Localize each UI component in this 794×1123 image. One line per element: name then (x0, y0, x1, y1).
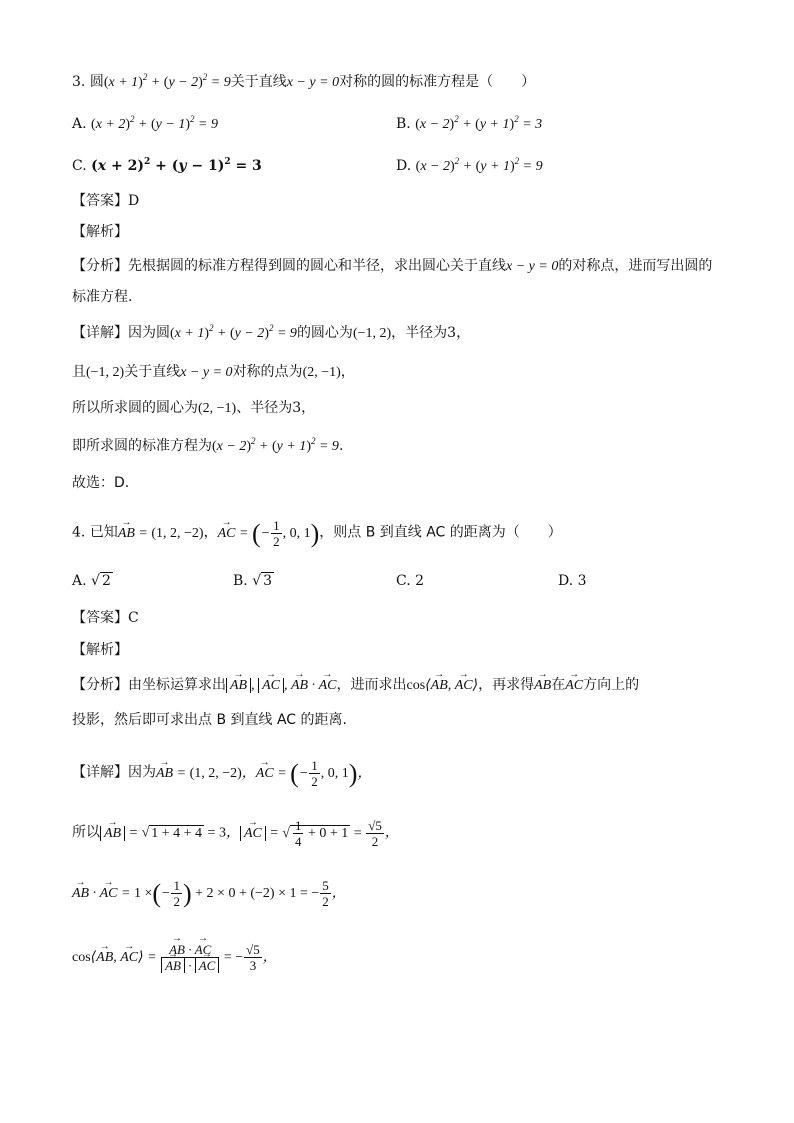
analysis-line-1 (72, 675, 639, 696)
option-label: D. (396, 158, 412, 174)
text: 关于直线 (124, 364, 181, 380)
text: . (338, 438, 344, 454)
detail-tag: 【详解】 (72, 325, 128, 341)
option-label: A. (72, 116, 87, 132)
equation: → AC = (− $\frac{1}{2}$ , 0, 1) (218, 526, 320, 541)
equation: $(x - 2)^2 + (y + 1)^2 = 3$ (415, 114, 543, 132)
text: 方向上的 (583, 677, 640, 693)
equation: $(x - 2)^2 + (y + 1)^2 = 9$ (212, 436, 339, 454)
text: ， (203, 524, 218, 541)
detail-line-2 (72, 362, 355, 383)
option-d (396, 156, 543, 177)
equation: $(x + 1)^2 + (y - 2)^2 = 9$ (103, 72, 231, 90)
answer-value: D (128, 193, 140, 209)
detail-tag: 【详解】 (72, 764, 128, 781)
text: 的圆心为 (296, 325, 353, 341)
equation: (−1, 2) (86, 365, 125, 380)
text: 因为圆 (128, 325, 170, 341)
text: 先根据圆的标准方程得到圆的圆心和半径，求出圆心关于直线 (128, 258, 506, 274)
equation: → AC (565, 676, 583, 696)
text: 在 (551, 677, 566, 693)
text: 3， (447, 325, 471, 341)
analysis-tag: 【分析】 (72, 258, 128, 274)
detail-line-5: 故选：D. (72, 475, 130, 491)
detail-line-4 (72, 942, 277, 973)
text: 因为 (128, 764, 156, 781)
text: 已知 (89, 524, 118, 541)
option-label: B. (396, 116, 411, 132)
detail-line-1 (72, 758, 371, 789)
equation: → AB = (1, 2, −2) (118, 526, 204, 541)
question-3-stem (72, 72, 535, 93)
analysis-line-2: 标准方程. (72, 289, 133, 305)
detail-line-1 (72, 323, 470, 344)
equation: → AB · → AC = 1 ×(− $\frac{1}{2}$ ) + 2 × 0 + (−2) × 1 = − $\frac{5}{2}$ ， (72, 886, 346, 901)
equation: cos⟨→ AB, → AC⟩ = → AB · → AC → AB · → AC = − $\frac{√5}{3}$ ， (72, 950, 277, 965)
equation: (2, −1) (198, 401, 237, 416)
equation: √ 2 (91, 573, 111, 589)
equation: (−1, 2) (352, 326, 392, 341)
equation: $(x - 2)^2 + (y + 1)^2 = 9$ (415, 156, 543, 174)
answer-value: C (128, 610, 139, 626)
text: 圆 (89, 74, 104, 90)
option-a (72, 114, 218, 135)
equation: → AB (534, 676, 551, 696)
option-b (233, 571, 274, 591)
equation: $(x + 2)^2 + (y - 1)^2 = 9$ (91, 114, 218, 132)
answer-tag: 【答案】 (72, 610, 128, 626)
equation: $(x + 1)^2 + (y - 2)^2 = 9$ (170, 323, 297, 341)
equation: → AB = √ 1 + 4 + 4 = 3，→ AC = √ $\frac{1}{4}$ + 0 + 1 = $\frac{√5}{2}$ ， (100, 825, 399, 841)
text: 对称的圆的标准方程是（ ） (339, 74, 536, 90)
option-b (396, 114, 542, 135)
detail-line-3 (72, 398, 315, 419)
analysis-line-1 (72, 256, 712, 277)
analysis-line-2: 投影，然后即可求出点 B 到直线 AC 的距离. (72, 712, 347, 728)
text: 3， (292, 400, 316, 416)
question-4-stem (72, 518, 562, 549)
jiexi-heading: 【解析】 (72, 224, 128, 240)
text: 所以 (72, 824, 100, 841)
text: 的对称点，进而写出圆的 (558, 258, 713, 274)
answer-line (72, 608, 139, 628)
detail-line-2 (72, 818, 399, 849)
equation: $(x + 2)^2 + (y - 1)^2 = 3$ (91, 157, 262, 174)
option-a (72, 571, 113, 591)
equation: x − y = 0 (180, 365, 233, 380)
text: 所以所求圆的圆心为 (72, 400, 198, 416)
text: 对称的点为 (232, 364, 303, 380)
text: ，再求得 (478, 677, 535, 693)
option-label: B. (233, 573, 248, 589)
text: 由坐标运算求出 (128, 677, 226, 693)
text: ，半径为 (391, 325, 448, 341)
equation: x − y = 0 (506, 259, 559, 274)
text: ，则点 B 到直线 AC 的距离为（ ） (319, 524, 562, 541)
text: 、半径为 (236, 400, 293, 416)
analysis-tag: 【分析】 (72, 677, 128, 693)
question-number: 3. (72, 74, 86, 90)
jiexi-heading: 【解析】 (72, 642, 128, 658)
equation: cos⟨→ AB, → AC⟩ (407, 678, 479, 693)
detail-line-4 (72, 436, 343, 457)
text: ， (340, 364, 355, 380)
text: 即所求圆的标准方程为 (72, 438, 212, 454)
answer-line (72, 191, 139, 211)
equation: → AB , → AC , → AB · → AC (226, 678, 337, 693)
question-number: 4. (72, 524, 86, 541)
detail-line-3 (72, 878, 346, 909)
equation: √ 3 (252, 573, 273, 589)
answer-tag: 【答案】 (72, 193, 128, 209)
option-c: C. 2 (396, 573, 425, 589)
text: ，进而求出 (336, 677, 407, 693)
option-c (72, 156, 262, 176)
text: 关于直线 (230, 74, 287, 90)
text: 且 (72, 364, 86, 380)
equation: (2, −1) (302, 365, 341, 380)
option-label: C. (72, 158, 87, 174)
option-label: A. (72, 573, 87, 589)
equation: x − y = 0 (286, 75, 340, 90)
option-d: D. 3 (558, 573, 587, 589)
equation: → AB = (1, 2, −2)，→ AC = (− $\frac{1}{2}$ , 0, 1)， (156, 766, 371, 781)
